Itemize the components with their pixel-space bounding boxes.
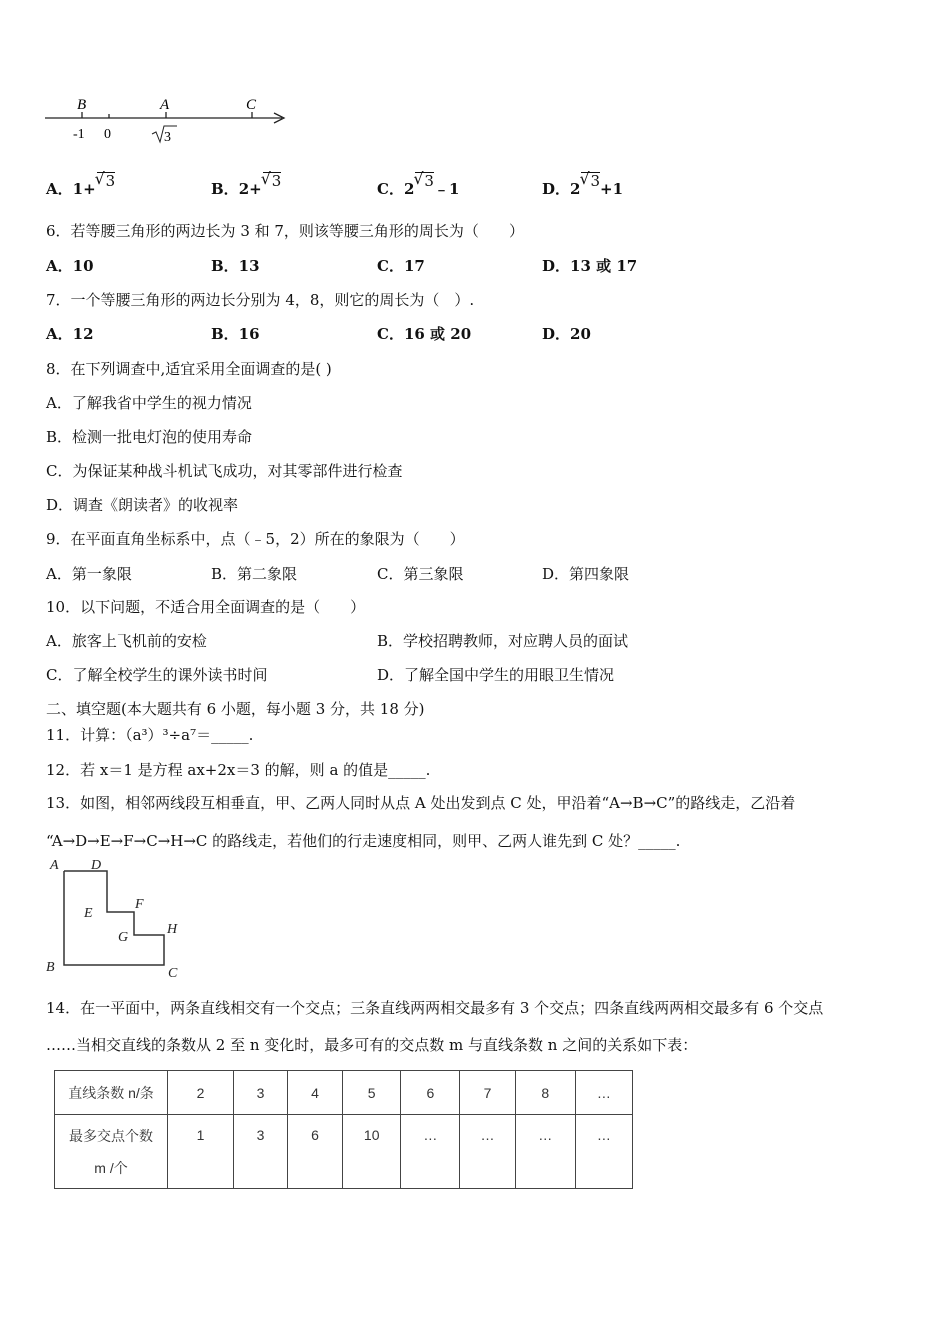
q6-option-b: B．13 [211, 257, 260, 275]
table-cell: 4 [288, 1071, 343, 1115]
q7-option-d: D．20 [542, 325, 591, 343]
table-cell: … [575, 1071, 632, 1115]
q5-option-b: B．2+√ 3 [211, 172, 281, 199]
fig-label-b: B [46, 960, 55, 975]
q9-option-b: B．第二象限 [211, 565, 298, 583]
table-cell: 3 [233, 1115, 287, 1189]
fig-label-c: C [168, 966, 178, 981]
q9-option-a: A．第一象限 [46, 565, 132, 583]
q9-stem: 9．在平面直角坐标系中，点（﹣5，2）所在的象限为（ ） [46, 530, 465, 548]
tick-zero-label: 0 [104, 127, 111, 142]
q8-option-a: A．了解我省中学生的视力情况 [46, 394, 252, 412]
table-cell: 5 [343, 1071, 401, 1115]
q14-line2: ……当相交直线的条数从 2 至 n 变化时，最多可有的交点数 m 与直线条数 n 之间的关系如下表： [46, 1036, 698, 1054]
table-cell: 6 [401, 1071, 460, 1115]
fig-label-d: D [91, 858, 102, 873]
lines-intersections-table [54, 1070, 633, 1189]
fig-label-a: A [50, 858, 59, 873]
table-cell: … [575, 1115, 632, 1189]
q5-option-c: C．2√ 3﹣1 [377, 172, 459, 199]
fig-label-h: H [167, 922, 178, 937]
table-cell: 10 [343, 1115, 401, 1189]
q8-stem: 8．在下列调查中,适宜采用全面调查的是( ) [46, 360, 332, 378]
table-cell: 3 [233, 1071, 287, 1115]
q13-line1: 13．如图，相邻两线段互相垂直，甲、乙两人同时从点 A 处出发到点 C 处，甲沿着“A→B→C”的路线走，乙沿着 [46, 794, 796, 812]
q11-text: 11．计算：（a³）³÷a⁷＝_____. [46, 726, 254, 744]
table-row [55, 1071, 633, 1115]
point-c-label: C [246, 97, 257, 113]
q8-option-c: C．为保证某种战斗机试飞成功，对其零部件进行检查 [46, 462, 403, 480]
q6-option-a: A．10 [46, 257, 94, 275]
point-b-label: B [77, 97, 87, 113]
q8-option-d: D．调查《朗读者》的收视率 [46, 496, 239, 514]
table-row [55, 1115, 633, 1189]
table-cell: … [515, 1115, 575, 1189]
table-cell: 7 [460, 1071, 515, 1115]
table-cell: 6 [288, 1115, 343, 1189]
row2-header-line2: m /个 [94, 1159, 128, 1176]
q10-option-a: A．旅客上飞机前的安检 [46, 632, 207, 650]
q12-text: 12．若 x＝1 是方程 ax+2x＝3 的解，则 a 的值是_____. [46, 761, 431, 779]
table-row-header [55, 1115, 168, 1189]
table-cell: … [460, 1115, 515, 1189]
q9-option-c: C．第三象限 [377, 565, 464, 583]
q9-option-d: D．第四象限 [542, 565, 630, 583]
q5-option-a: A．1+√ 3 [46, 172, 115, 199]
staircase-figure [44, 855, 194, 983]
q6-option-d: D．13 或 17 [542, 257, 638, 275]
q7-stem: 7．一个等腰三角形的两边长分别为 4，8，则它的周长为（ ）. [46, 291, 475, 309]
q10-option-c: C．了解全校学生的课外读书时间 [46, 666, 268, 684]
q5-option-d: D．2√ 3+1 [542, 172, 623, 199]
q7-option-b: B．16 [211, 325, 260, 343]
point-a-label: A [160, 97, 170, 113]
fig-label-f: F [135, 897, 144, 912]
row2-header-line1: 最多交点个数 [69, 1127, 154, 1144]
q14-line1: 14．在一平面中，两条直线相交有一个交点；三条直线两两相交最多有 3 个交点；四条直线两两相交最多有 6 个交点 [46, 999, 824, 1017]
q6-stem: 6．若等腰三角形的两边长为 3 和 7，则该等腰三角形的周长为（ ） [46, 222, 524, 240]
table-cell: … [401, 1115, 460, 1189]
q10-option-d: D．了解全国中学生的用眼卫生情况 [377, 666, 615, 684]
table-cell: 2 [168, 1071, 234, 1115]
q8-option-b: B．检测一批电灯泡的使用寿命 [46, 428, 253, 446]
tick-neg1-label: -1 [73, 127, 85, 142]
fig-label-e: E [84, 906, 93, 921]
q13-line2: “A→D→E→F→C→H→C 的路线走，若他们的行走速度相同，则甲、乙两人谁先到 C 处？_____. [46, 832, 681, 850]
number-line-figure [40, 92, 300, 152]
q7-option-a: A．12 [46, 325, 94, 343]
table-cell: 8 [515, 1071, 575, 1115]
fig-label-g: G [118, 930, 129, 945]
table-row-header: 直线条数 n/条 [55, 1071, 168, 1115]
q7-option-c: C．16 或 20 [377, 325, 472, 343]
table-cell: 1 [168, 1115, 234, 1189]
q10-option-b: B．学校招聘教师，对应聘人员的面试 [377, 632, 629, 650]
section-2-heading: 二、填空题(本大题共有 6 小题，每小题 3 分，共 18 分) [46, 700, 425, 718]
tick-sqrt3-label: 3 [164, 130, 171, 145]
q10-stem: 10．以下问题，不适合用全面调查的是（ ） [46, 598, 366, 616]
q6-option-c: C．17 [377, 257, 425, 275]
